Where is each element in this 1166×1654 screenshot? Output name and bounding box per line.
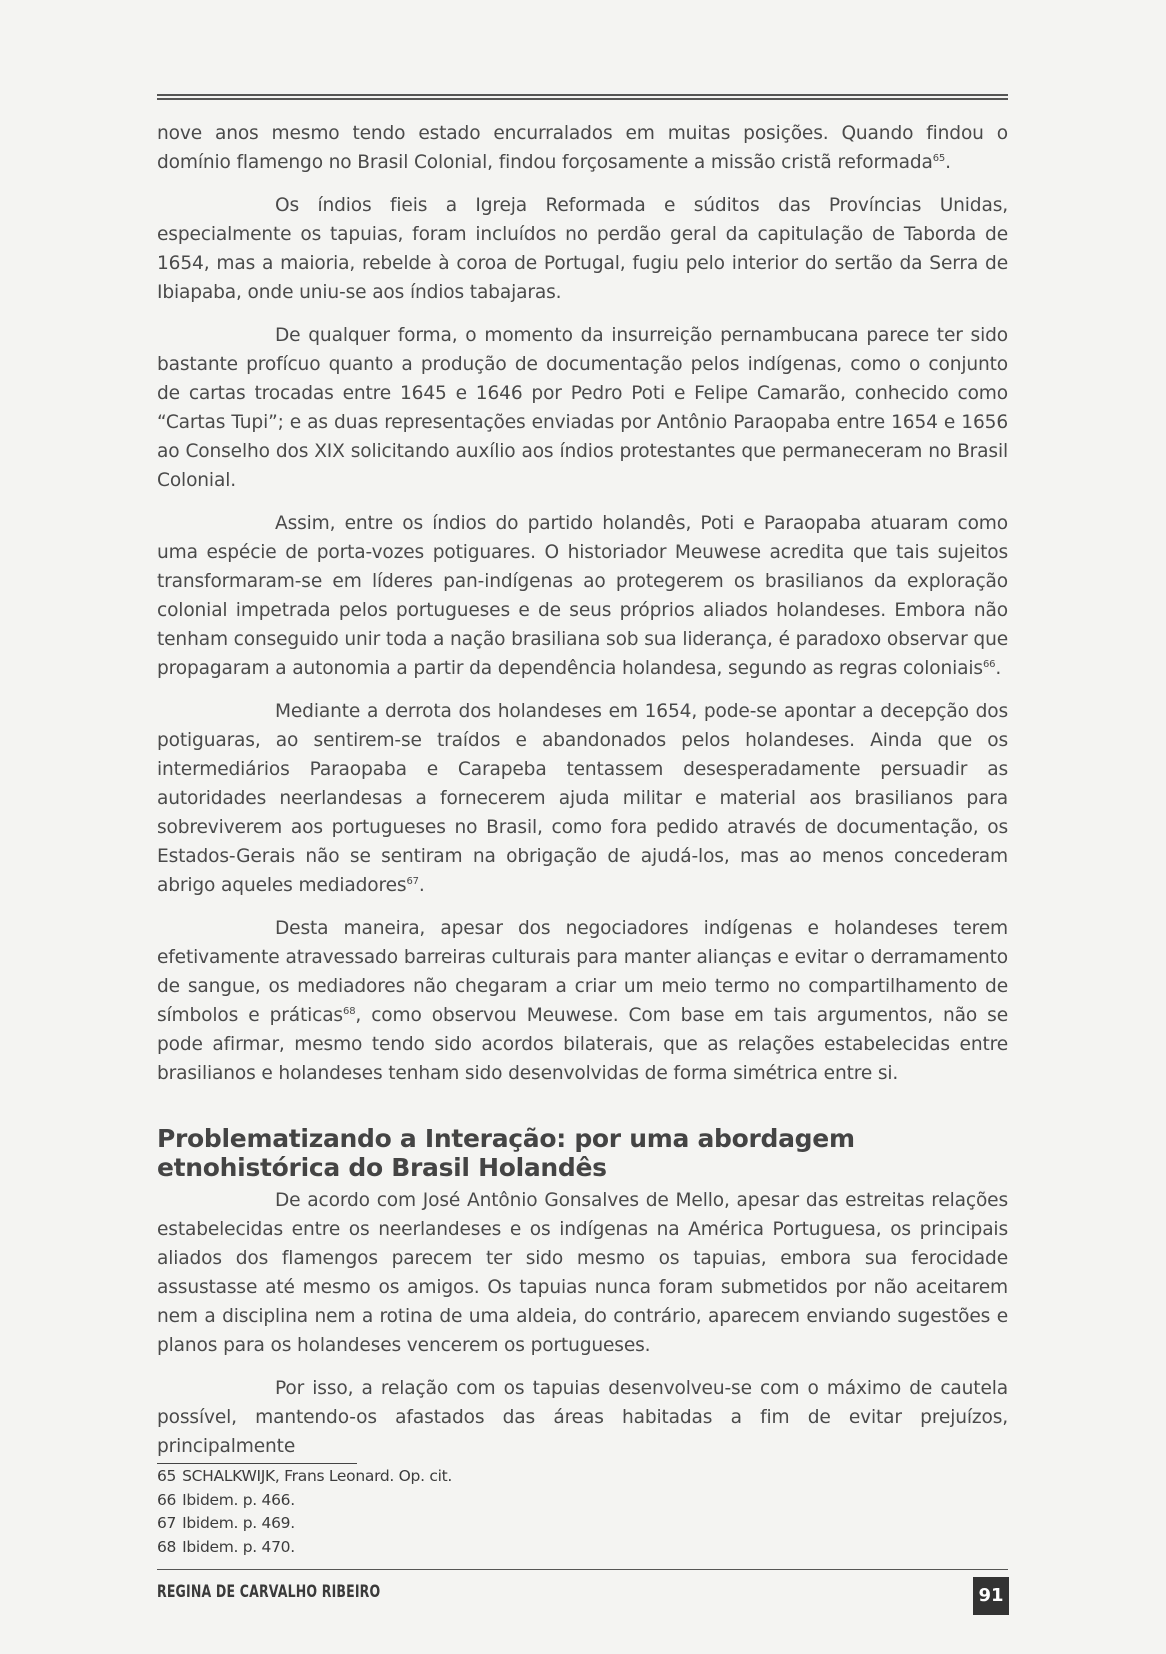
footnote-ref: 68 [342, 1005, 356, 1017]
section-paragraph: De acordo com José Antônio Gonsalves de Mello, apesar das estreitas relações estabelecidas entre os neerlandeses e os indígenas na América Portuguesa, os principais aliados dos flamengos parecem ter sido mesmo os tapuias, embora sua ferocidade assustasse até mesmo os amigos. Os tapuias nunca foram submetidos por não aceitarem nem a disciplina nem a rotina de uma aldeia, do contrário, aparecem enviando sugestões e planos para os holandeses vencerem os portugueses. [157, 1190, 1008, 1356]
paragraph-text: nove anos mesmo tendo estado encurralados em muitas posições. Quando findou o domínio flamengo no Brasil Colonial, findou forçosamente a missão cristã reformada [157, 123, 1008, 173]
section-heading: Problematizando a Interação: por uma abordagem etnohistórica do Brasil Holandês [157, 1124, 855, 1182]
paragraph-text-tail: , como observou Meuwese. Com base em tais argumentos, não se pode afirmar, mesmo tendo sido acordos bilaterais, que as relações estabelecidas entre brasilianos e holandeses tenham sido desenvolvidas de forma simétrica entre si. [157, 1005, 1008, 1084]
footnote-ref: 67 [406, 875, 419, 887]
footnote-text: Ibidem. p. 470. [182, 1537, 295, 1556]
paragraph-text: Desta maneira, apesar dos negociadores indígenas e holandeses terem efetivamente atravessado barreiras culturais para manter alianças e evitar o derramamento de sangue, os mediadores não chegaram a criar um meio termo no compartilhamento de símbolos e práticas [157, 918, 1008, 1026]
footer-author: REGINA DE CARVALHO RIBEIRO [157, 1582, 381, 1602]
section-paragraph: Por isso, a relação com os tapuias desenvolveu-se com o máximo de cautela possível, mantendo-os afastados das áreas habitadas a fim de evitar prejuízos, principalmente [157, 1378, 1008, 1457]
paragraph-text-tail: . [995, 658, 1002, 679]
footnote-number: 68 [157, 1537, 177, 1556]
footnote-number: 67 [157, 1514, 177, 1532]
footnote [157, 1489, 1008, 1513]
footnote-text: Ibidem. p. 466. [182, 1490, 295, 1509]
body-paragraph [157, 321, 1008, 495]
body-paragraph [157, 697, 1008, 900]
footnote-separator [157, 1463, 357, 1464]
footnote-ref: 65 [932, 152, 946, 164]
body-paragraph [157, 119, 1008, 177]
paragraph-text: De qualquer forma, o momento da insurreição pernambucana parece ter sido bastante profícuo quanto a produção de documentação pelos indígenas, como o conjunto de cartas trocadas entre 1645 e 1646 por Pedro Poti e Felipe Camarão, conhecido como “Cartas Tupi”; e as duas representações enviadas por Antônio Paraopaba entre 1654 e 1656 ao Conselho dos XIX solicitando auxílio aos índios protestantes que permaneceram no Brasil Colonial. [157, 325, 1008, 491]
footnote-text: SCHALKWIJK, Frans Leonard. Op. cit. [182, 1467, 452, 1485]
footer-rule [157, 1569, 1008, 1570]
paragraph-text: Mediante a derrota dos holandeses em 1654, pode-se apontar a decepção dos potiguaras, ao sentirem-se traídos e abandonados pelos holandeses. Ainda que os intermediários Paraopaba e Carapeba tentassem desesperadamente persuadir as autoridades neerlandesas a fornecerem ajuda militar e material aos brasilianos para sobreviverem aos portugueses no Brasil, como fora pedido através de documentação, os Estados-Gerais não se sentiram na obrigação de ajudá-los, mas ao menos concederam abrigo aqueles mediadores [157, 701, 1008, 896]
body-paragraph [157, 509, 1008, 683]
paragraph-text: Os índios fieis a Igreja Reformada e súditos das Províncias Unidas, especialmente os tapuias, foram incluídos no perdão geral da capitulação de Taborda de 1654, mas a maioria, rebelde à coroa de Portugal, fugiu pelo interior do sertão da Serra de Ibiapaba, onde uniu-se aos índios tabajaras. [157, 195, 1008, 303]
footnote-ref: 66 [982, 658, 996, 670]
footnote-number: 65 [157, 1467, 177, 1485]
paragraph-text-tail: . [945, 152, 951, 173]
footnote-text: Ibidem. p. 469. [182, 1514, 295, 1532]
body-paragraph [157, 914, 1008, 1088]
paragraph-text: Assim, entre os índios do partido holandês, Poti e Paraopaba atuaram como uma espécie de porta-vozes potiguares. O historiador Meuwese acredita que tais sujeitos transformaram-se em líderes pan-indígenas ao protegerem os brasilianos da exploração colonial impetrada pelos portugueses e de seus próprios aliados holandeses. Embora não tenham conseguido unir toda a nação brasiliana sob sua liderança, é paradoxo observar que propagaram a autonomia a partir da dependência holandesa, segundo as regras coloniais [157, 513, 1008, 679]
footnote [157, 1465, 1008, 1489]
footnote-number: 66 [157, 1490, 177, 1509]
paragraph-text-tail: . [418, 875, 425, 896]
footnote [157, 1536, 1008, 1560]
body-paragraph [157, 191, 1008, 307]
page-body [157, 119, 1008, 1475]
footnotes [157, 1465, 1008, 1559]
header-double-rule [157, 94, 1008, 100]
footnote [157, 1512, 1008, 1536]
page-number: 91 [973, 1577, 1009, 1615]
